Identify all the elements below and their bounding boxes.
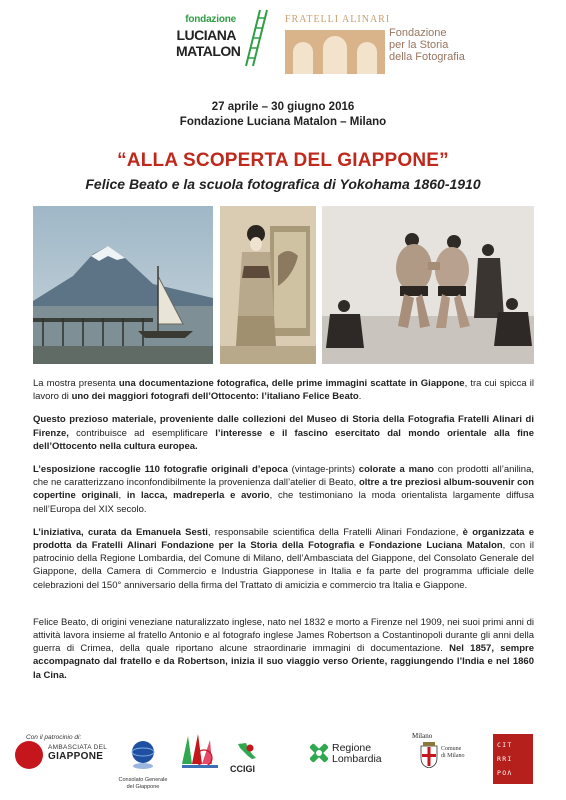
p4-run: , con il patrocinio della Regione Lombardia, del Comune di Milano, dell’Ambasciata del Giappone, del Consolato Generale del Giappone, della Camera di Commercio e Industria Giapponese in Italia e fa parte del programma ufficiale delle celebrazioni del 150° anniversario della firma del Trattato di amicizia e commercio tra Italia e Giappone.: [33, 540, 534, 591]
cittadella-text: [497, 738, 531, 780]
p4-run: L’iniziativa, curata da Emanuela Sesti: [33, 526, 208, 538]
lombardia-rose-icon: [308, 742, 330, 764]
event-venue: Fondazione Luciana Matalon – Milano: [179, 116, 387, 128]
paragraph-collection: [33, 413, 534, 453]
italy-map-icon: [234, 742, 258, 764]
p2-run: l’interesse e il fascino esercitato dal mondo orientale alla fine dell’Ottocento nella cultura europea.: [33, 427, 534, 452]
body-text: [33, 377, 534, 692]
anniversary-150-logo: [178, 730, 222, 770]
p4-run: , responsabile scientifica della Fratelli Alinari Fondazione,: [207, 526, 463, 538]
p3-run: con prodotti all’anilina, che ne caratterizzano inconfondibilmente la provenienza dall’atelier di Beato,: [33, 464, 534, 489]
p3-run: L’esposizione raccoglie 110 fotografie originali d’epoca: [33, 464, 288, 476]
paragraph-exhibition: [33, 463, 534, 516]
p4-run: è organizzata e prodotta da Fratelli Alinari Fondazione per la Storia della Fotografia e Fondazione Luciana Matalon: [33, 526, 534, 552]
p3-run: (vintage-prints): [287, 464, 359, 476]
regione-lombardia-logo: [308, 742, 388, 768]
rising-sun-icon: [14, 740, 44, 770]
alinari-logo-text: [389, 27, 465, 63]
consolato-line2: del Giappone: [126, 784, 160, 790]
globe-icon: [131, 740, 155, 770]
p5-run: Felice Beato, di origini veneziane naturalizzato inglese, nato nel 1832 e morto a Firenze nel 1909, nei suoi primi anni di attività lavora insieme al fratello Antonio e al fotografo inglese James Robertson a Costantinopoli durante gli anni della guerra di Crimea, della quale riportano alcune straordinarie immagini di documentazione.: [33, 616, 534, 655]
event-header: [0, 100, 566, 130]
patronage-label: Con il patrocinio di:: [26, 734, 82, 741]
cittadella-logo: [493, 734, 533, 784]
flm-logo-line1: fondazione: [185, 14, 236, 25]
consolato-giappone-logo: [116, 740, 170, 796]
consolato-line1: Consolato Generale: [118, 777, 168, 783]
p3-run: ,: [118, 490, 127, 502]
photo-mount-fuji: [33, 206, 213, 364]
ambasciata-line1: AMBASCIATA DEL: [48, 744, 108, 751]
regione-text: [332, 743, 382, 765]
alinari-line2: per la Storia: [389, 39, 449, 51]
alinari-line3: della Fotografia: [389, 51, 465, 63]
fratelli-alinari-logo: [285, 8, 475, 78]
alinari-logo-top: FRATELLI ALINARI: [285, 14, 391, 25]
cittadella-line3: POΛ: [497, 769, 513, 777]
comune-milano-logo: [412, 732, 472, 772]
p1-run: una documentazione fotografica, delle prime immagini scattate in Giappone: [118, 378, 465, 389]
ladder-icon: [240, 8, 270, 70]
consolato-text: [116, 777, 170, 791]
comune-text: [441, 746, 465, 760]
cittadella-line1: CIT: [497, 741, 513, 749]
milano-text: Milano: [412, 732, 433, 740]
p2-run: Questo prezioso materiale, proveniente dalle collezioni del Museo di Storia della Fotografia Fratelli Alinari di Firenze,: [33, 414, 534, 439]
p3-run: in lacca, madreperla e avorio: [126, 490, 270, 502]
p3-run: colorate a mano: [358, 464, 434, 476]
paragraph-initiative: [33, 526, 534, 592]
flm-logo-line3: MATALON: [176, 43, 241, 59]
comune-line1: Comune: [441, 746, 462, 752]
p3-run: oltre a tre preziosi album-souvenir con copertine originali: [33, 477, 535, 502]
regione-line2: Lombardia: [332, 753, 382, 765]
exhibition-subtitle: Felice Beato e la scuola fotografica di Yokohama 1860-1910: [85, 176, 481, 192]
cittadella-line2: RRI: [497, 755, 513, 763]
regione-line1: Regione: [332, 742, 372, 754]
p1-run: .: [358, 391, 362, 403]
p1-run: , tra cui spicca il lavoro di: [33, 378, 534, 403]
ccigi-text: CCIGI: [230, 764, 256, 774]
p3-run: , che testimoniano la moda orientalista largamente diffusa nell’Europa del XIX secolo.: [33, 490, 534, 515]
p1-run: La mostra presenta: [33, 378, 119, 389]
p5-run: Nel 1857, sempre accompagnato dal fratello e da Robertson, inizia il suo viaggio verso Oriente, raggiungendo l’India e nel 1860 la Cina.: [33, 643, 534, 681]
arches-icon: [285, 30, 385, 74]
paragraph-felice-beato: [33, 616, 534, 682]
p1-run: uno dei maggiori fotografi dell’Ottocento: l’italiano Felice Beato: [71, 391, 359, 403]
milano-crest-icon: [420, 742, 438, 768]
flm-logo-line2: LUCIANA: [176, 27, 236, 43]
150-anniversary-icon: [178, 730, 222, 770]
paragraph-intro: [33, 377, 534, 403]
photo-geisha: [220, 206, 316, 364]
p2-run: contribuisce ad esemplificare: [68, 427, 216, 439]
fondazione-matalon-logo: [176, 8, 276, 70]
ccigi-logo: [228, 742, 268, 782]
ambasciata-line2: GIAPPONE: [48, 751, 104, 762]
photo-sumo-wrestlers: [322, 206, 534, 364]
exhibition-title: “ALLA SCOPERTA DEL GIAPPONE”: [117, 150, 449, 171]
alinari-line1: Fondazione: [389, 27, 447, 39]
ambasciata-giappone-logo: [14, 736, 109, 776]
event-dates: 27 aprile – 30 giugno 2016: [211, 101, 355, 113]
comune-line2: di Milano: [441, 753, 465, 759]
